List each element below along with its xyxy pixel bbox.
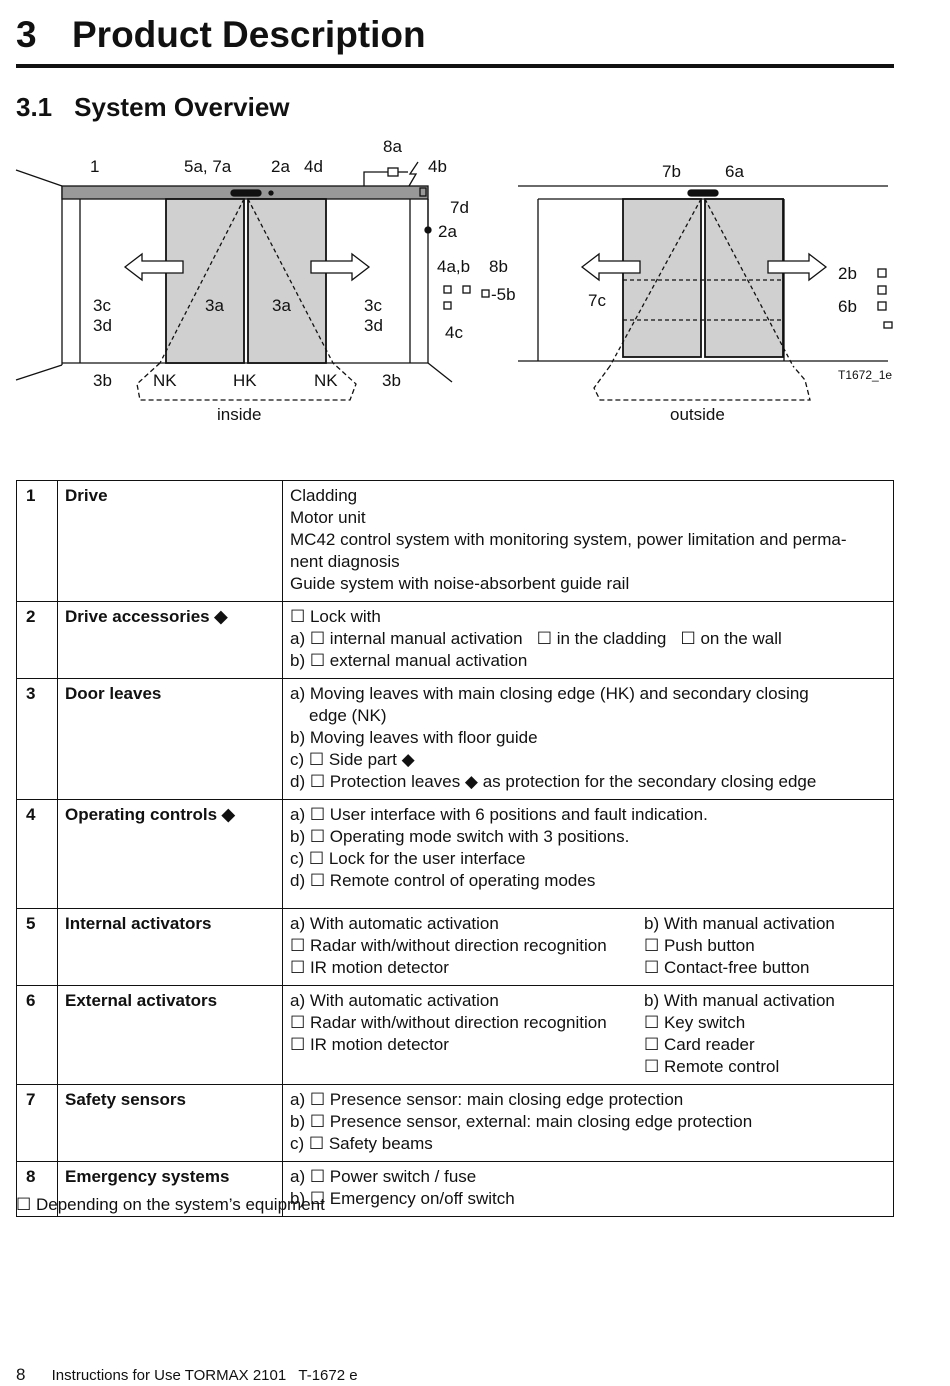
row-title: Safety sensors xyxy=(58,1085,283,1162)
row-number: 5 xyxy=(17,909,58,986)
fig-label: NK xyxy=(153,371,177,390)
row-number: 3 xyxy=(17,679,58,800)
row-title: Drive accessories ◆ xyxy=(58,602,283,679)
row-description xyxy=(283,1162,894,1217)
fig-label: HK xyxy=(233,371,257,390)
table-row xyxy=(17,909,894,986)
fig-label: 4a,b xyxy=(437,257,471,276)
desc-line: ☐ Key switch xyxy=(644,1013,746,1032)
inside-label: inside xyxy=(217,405,262,424)
desc-line: b) ☐ Emergency on/off switch xyxy=(290,1189,515,1208)
row-title: Emergency systems xyxy=(58,1162,283,1217)
subsection-number: 3.1 xyxy=(16,92,53,122)
fig-label: 2b xyxy=(838,264,857,283)
desc-line: ☐ Remote control xyxy=(644,1057,780,1076)
fig-label: 7c xyxy=(588,291,606,310)
fig-label: 3d xyxy=(93,316,112,335)
fig-label: 2a xyxy=(438,222,457,241)
fig-label: -5b xyxy=(491,285,516,304)
desc-line: c) ☐ Lock for the user interface xyxy=(290,849,526,868)
desc-line: ☐ IR motion detector xyxy=(290,1035,449,1054)
footnote: ☐ Depending on the system’s equipment xyxy=(16,1195,325,1214)
fig-label: 6a xyxy=(725,162,744,181)
fig-label: 4c xyxy=(445,323,463,342)
row-description xyxy=(283,1085,894,1162)
table-row xyxy=(17,481,894,602)
fig-label: 2a xyxy=(271,157,290,176)
page-number: 8 xyxy=(16,1365,26,1384)
outside-view-drawing xyxy=(518,186,892,400)
fig-label: 7b xyxy=(662,162,681,181)
desc-line: a) ☐ Presence sensor: main closing edge protection xyxy=(290,1090,684,1109)
row-title: Internal activators xyxy=(58,909,283,986)
row-description xyxy=(283,986,894,1085)
subsection-heading xyxy=(16,92,290,123)
section-number: 3 xyxy=(16,14,37,55)
desc-line: c) ☐ Side part ◆ xyxy=(290,750,415,769)
fig-label: 7d xyxy=(450,198,469,217)
row-description xyxy=(283,481,894,602)
row-title: Drive xyxy=(58,481,283,602)
row-title: External activators xyxy=(58,986,283,1085)
desc-line: MC42 control system with monitoring system, power limitation and perma- xyxy=(290,530,847,549)
fig-label: 3a xyxy=(205,296,224,315)
row-title: Operating controls ◆ xyxy=(58,800,283,909)
document-title: Instructions for Use TORMAX 2101 xyxy=(51,1367,287,1384)
subsection-title: System Overview xyxy=(74,92,290,122)
desc-line: Guide system with noise-absorbent guide rail xyxy=(290,574,630,593)
section-title: Product Description xyxy=(72,14,426,55)
fig-label: 8a xyxy=(383,137,402,156)
table-row xyxy=(17,602,894,679)
desc-line: ☐ Lock with xyxy=(290,607,381,626)
fig-label: 3c xyxy=(364,296,382,315)
fig-label: NK xyxy=(314,371,338,390)
desc-line: a) ☐ User interface with 6 positions and fault indication. xyxy=(290,805,708,824)
row-number: 6 xyxy=(17,986,58,1085)
desc-line: ☐ Card reader xyxy=(644,1035,755,1054)
fig-label: 3b xyxy=(382,371,401,390)
desc-line: a) With automatic activation xyxy=(290,991,499,1010)
fig-label: 4d xyxy=(304,157,323,176)
row-number: 4 xyxy=(17,800,58,909)
desc-line: b) ☐ Presence sensor, external: main closing edge protection xyxy=(290,1112,753,1131)
desc-line: nent diagnosis xyxy=(290,552,400,571)
fig-label: 5a, 7a xyxy=(184,157,232,176)
row-description xyxy=(283,909,894,986)
desc-line: a) Moving leaves with main closing edge (HK) and secondary closing xyxy=(290,684,809,703)
table-row xyxy=(17,1085,894,1162)
desc-line: b) Moving leaves with floor guide xyxy=(290,728,538,747)
section-heading xyxy=(16,12,894,68)
desc-line: ☐ Push button xyxy=(644,936,755,955)
fig-label: 3b xyxy=(93,371,112,390)
desc-line: b) ☐ external manual activation xyxy=(290,651,528,670)
fig-label: 6b xyxy=(838,297,857,316)
desc-line: c) ☐ Safety beams xyxy=(290,1134,433,1153)
desc-line: ☐ IR motion detector xyxy=(290,958,449,977)
row-title: Door leaves xyxy=(58,679,283,800)
document-code: T-1672 e xyxy=(298,1367,358,1384)
desc-line: b) With manual activation xyxy=(644,991,835,1010)
fig-label: 3a xyxy=(272,296,291,315)
row-number: 7 xyxy=(17,1085,58,1162)
fig-label: 1 xyxy=(90,157,100,176)
desc-line: a) ☐ Power switch / fuse xyxy=(290,1167,477,1186)
desc-line: ☐ Radar with/without direction recognition xyxy=(290,1013,607,1032)
outside-label: outside xyxy=(670,405,725,424)
table-row xyxy=(17,986,894,1085)
row-description xyxy=(283,679,894,800)
desc-line: b) ☐ Operating mode switch with 3 positions. xyxy=(290,827,630,846)
row-number: 8 xyxy=(17,1162,58,1217)
desc-line: ☐ Radar with/without direction recognition xyxy=(290,936,607,955)
fig-label: 4b xyxy=(428,157,447,176)
table-row xyxy=(17,679,894,800)
desc-line: edge (NK) xyxy=(309,706,387,725)
component-table xyxy=(16,480,894,1217)
desc-line: a) With automatic activation xyxy=(290,914,499,933)
system-overview-figure xyxy=(0,130,950,430)
fig-label: 3c xyxy=(93,296,111,315)
figure-id: T1672_1e xyxy=(838,368,893,382)
row-number: 1 xyxy=(17,481,58,602)
desc-line: Motor unit xyxy=(290,508,366,527)
fig-label: 3d xyxy=(364,316,383,335)
row-description xyxy=(283,602,894,679)
page-footer xyxy=(16,1365,358,1385)
desc-line: a) ☐ internal manual activation ☐ in the cladding ☐ on the wall xyxy=(290,629,782,648)
inside-view-drawing xyxy=(16,162,489,400)
desc-line: ☐ Contact-free button xyxy=(644,958,810,977)
desc-line: d) ☐ Remote control of operating modes xyxy=(290,871,596,890)
desc-line: Cladding xyxy=(290,486,358,505)
row-number: 2 xyxy=(17,602,58,679)
desc-line: d) ☐ Protection leaves ◆ as protection for the secondary closing edge xyxy=(290,772,817,791)
fig-label: 8b xyxy=(489,257,508,276)
desc-line: b) With manual activation xyxy=(644,914,835,933)
table-row xyxy=(17,800,894,909)
row-description xyxy=(283,800,894,909)
